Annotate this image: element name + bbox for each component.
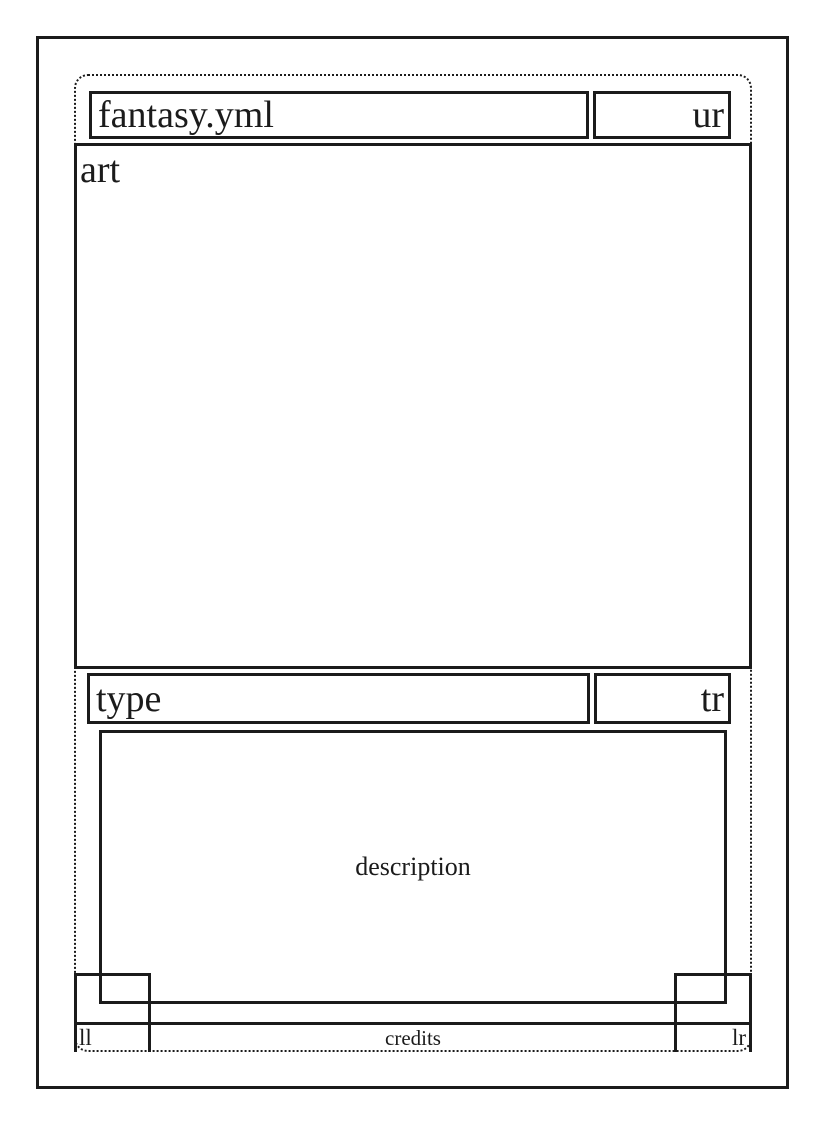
lower-left-label: ll [79,1025,92,1050]
upper-right-box [593,91,731,139]
description-box [99,730,727,1004]
title-box [89,91,589,139]
type-label: type [96,677,162,720]
type-box [87,673,590,724]
credits-bar [74,1022,752,1052]
upper-right-label: ur [692,94,724,136]
lower-right-label: lr [731,1025,746,1050]
description-label: description [355,852,471,881]
art-label: art [80,149,121,191]
credits-label: credits [385,1026,441,1050]
title-label: fantasy.yml [98,94,274,136]
type-right-box [594,673,731,724]
type-right-label: tr [700,677,724,720]
art-box [74,143,752,669]
